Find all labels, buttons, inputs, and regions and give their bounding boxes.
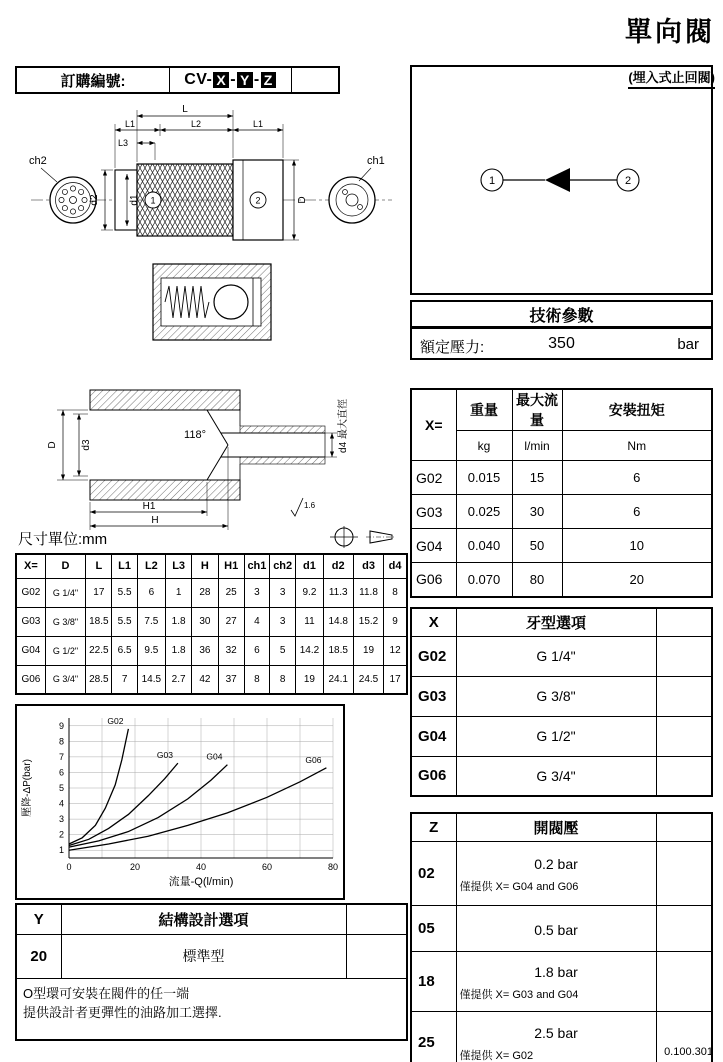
dim-cell: 19	[296, 665, 323, 694]
z-option-cell	[456, 905, 656, 951]
table-row	[16, 607, 407, 636]
spec-x: G06	[411, 563, 456, 597]
z-header-empty	[656, 813, 712, 841]
x-option-table	[410, 607, 713, 797]
z-option-code: 25	[411, 1011, 456, 1062]
z-header-code: Z	[411, 813, 456, 841]
dim-cell: 3	[244, 578, 269, 607]
y-option-empty	[346, 934, 407, 978]
spec-unit-flow: l/min	[512, 431, 562, 461]
spec-flow: 30	[512, 495, 562, 529]
z-option-cell	[456, 841, 656, 905]
dim-cell: 6	[137, 578, 165, 607]
dim-cell: 7	[112, 665, 137, 694]
dim-cell: 8	[244, 665, 269, 694]
dim-col-header: d2	[323, 554, 353, 578]
svg-text:9: 9	[58, 720, 64, 731]
z-option-code: 02	[411, 841, 456, 905]
spec-weight: 0.040	[456, 529, 512, 563]
svg-text:G02: G02	[107, 715, 124, 726]
z-header-label: 開閥壓	[456, 813, 656, 841]
dim-label-D-cavity: D	[47, 441, 58, 449]
dim-header-row	[16, 554, 407, 578]
table-row	[411, 563, 712, 597]
spec-torque: 20	[562, 563, 712, 597]
y-option-table	[15, 903, 408, 1041]
svg-text:7: 7	[58, 751, 64, 762]
dim-label-ch1: ch1	[367, 155, 385, 167]
spec-x: G02	[411, 461, 456, 495]
dim-cell: 2.7	[166, 665, 192, 694]
svg-text:0: 0	[66, 862, 72, 872]
dim-label-angle: 118°	[184, 429, 206, 441]
dim-cell: G 1/4"	[45, 578, 85, 607]
dim-cell: 6	[244, 636, 269, 665]
tech-params-header: 技術參數	[410, 300, 713, 328]
dim-cell: 17	[384, 665, 407, 694]
dim-cell: 28	[192, 578, 218, 607]
symbol-port-2: 2	[624, 175, 632, 187]
spec-x: G04	[411, 529, 456, 563]
z-option-cell	[456, 1011, 656, 1062]
table-row	[411, 716, 712, 756]
spec-table	[410, 388, 713, 598]
dim-cell: 25	[218, 578, 244, 607]
dim-label-H1: H1	[142, 501, 156, 512]
table-row	[411, 951, 712, 1011]
spec-flow: 50	[512, 529, 562, 563]
dim-col-header: d4	[384, 554, 407, 578]
order-x: X	[213, 72, 229, 88]
svg-text:80: 80	[327, 862, 339, 872]
roughness-label: 1.6	[304, 501, 316, 510]
dim-col-header: D	[45, 554, 85, 578]
spec-unit-torque: Nm	[562, 431, 712, 461]
svg-text:3: 3	[58, 814, 64, 825]
svg-text:流量-Q(l/min): 流量-Q(l/min)	[168, 876, 234, 888]
z-option-note: 僅提供 X= G02	[459, 1050, 534, 1062]
spec-x: G03	[411, 495, 456, 529]
table-row	[411, 676, 712, 716]
dim-cell: G04	[16, 636, 45, 665]
order-label: 訂購編號:	[17, 68, 170, 92]
x-option-value: G 3/4"	[456, 756, 656, 796]
x-option-empty	[656, 676, 712, 716]
spec-col-x: X=	[411, 389, 456, 461]
spec-header-row	[411, 389, 712, 431]
dim-cell: 9	[384, 607, 407, 636]
x-option-empty	[656, 636, 712, 676]
dim-cell: 8	[270, 665, 296, 694]
svg-text:5: 5	[58, 783, 64, 793]
order-code-box	[15, 66, 340, 94]
dim-cell: 5.5	[112, 578, 137, 607]
x-option-code: G02	[411, 636, 456, 676]
spec-col-flow: 最大流量	[512, 389, 562, 431]
rated-pressure-unit: bar	[677, 336, 699, 353]
dim-cell: 22.5	[86, 636, 112, 665]
dim-cell: 9.5	[137, 636, 165, 665]
dim-cell: G02	[16, 578, 45, 607]
dim-cell: 11.8	[353, 578, 383, 607]
unit-note: 尺寸單位:mm	[18, 531, 108, 548]
table-row	[411, 905, 712, 951]
rated-pressure-row	[410, 327, 713, 360]
table-row	[411, 461, 712, 495]
spec-col-weight: 重量	[456, 389, 512, 431]
dim-cell: 1.8	[166, 636, 192, 665]
dim-cell: 11	[296, 607, 323, 636]
y-header-row	[16, 904, 407, 934]
dim-cell: 24.1	[323, 665, 353, 694]
document-number: 0.100.301	[664, 1046, 713, 1058]
dim-cell: 11.3	[323, 578, 353, 607]
dim-cell: 32	[218, 636, 244, 665]
x-header-label: 牙型選項	[456, 608, 656, 636]
dim-cell: 15.2	[353, 607, 383, 636]
dim-label-d1: d1	[129, 194, 140, 206]
dim-label-L1: L1	[252, 119, 264, 129]
z-option-code: 05	[411, 905, 456, 951]
dim-col-header: H1	[218, 554, 244, 578]
dim-label-L3: L3	[117, 138, 129, 148]
end-view-right	[329, 177, 375, 223]
dim-cell: 42	[192, 665, 218, 694]
leader-line	[41, 168, 57, 182]
z-option-empty	[656, 841, 712, 905]
dim-cell: G 3/8"	[45, 607, 85, 636]
dim-cell: 17	[86, 578, 112, 607]
check-valve-arrow-icon	[545, 168, 570, 192]
z-option-cell	[456, 951, 656, 1011]
svg-text:2: 2	[58, 829, 64, 840]
svg-text:G06: G06	[305, 754, 322, 765]
svg-text:20: 20	[129, 862, 141, 872]
check-valve-symbol	[412, 67, 711, 293]
dim-cell: 37	[218, 665, 244, 694]
dim-cell: G 1/2"	[45, 636, 85, 665]
dim-cell: 14.5	[137, 665, 165, 694]
x-option-code: G04	[411, 716, 456, 756]
y-note-line2: 提供設計者更彈性的油路加工選擇.	[23, 1004, 222, 1020]
order-prefix: CV-	[184, 71, 213, 88]
svg-text:6: 6	[58, 767, 64, 778]
dim-cell: 1.8	[166, 607, 192, 636]
dim-cell: 3	[270, 607, 296, 636]
dim-cell: 24.5	[353, 665, 383, 694]
rated-pressure-value: 350	[548, 335, 575, 352]
z-option-value: 1.8 bar	[534, 963, 578, 980]
table-row	[16, 934, 407, 978]
port-1-label: 1	[150, 195, 156, 206]
dim-label-L1: L1	[124, 119, 136, 129]
z-option-value: 0.5 bar	[534, 922, 578, 938]
svg-text:G04: G04	[206, 751, 223, 762]
dim-col-header: H	[192, 554, 218, 578]
table-row	[411, 841, 712, 905]
table-row	[16, 578, 407, 607]
dim-cell: 1	[166, 578, 192, 607]
order-sep: -	[230, 71, 237, 88]
order-sep: -	[253, 71, 260, 88]
dim-cell: 28.5	[86, 665, 112, 694]
dim-col-header: L3	[166, 554, 192, 578]
dim-cell: 14.8	[323, 607, 353, 636]
dim-cell: 4	[244, 607, 269, 636]
dim-col-header: L2	[137, 554, 165, 578]
dim-cell: 36	[192, 636, 218, 665]
dim-cell: 6.5	[112, 636, 137, 665]
table-row	[411, 756, 712, 796]
page-title: 單向閥	[625, 17, 715, 47]
svg-text:G03: G03	[156, 750, 173, 761]
symbol-port-1: 1	[488, 175, 496, 187]
cavity-view	[90, 390, 325, 500]
spec-weight: 0.070	[456, 563, 512, 597]
z-option-note: 僅提供 X= G03 and G04	[459, 988, 579, 1001]
table-row	[16, 636, 407, 665]
hydraulic-symbol-box	[410, 65, 713, 295]
dim-col-header: L	[86, 554, 112, 578]
technical-drawing	[15, 96, 408, 532]
z-option-empty	[656, 905, 712, 951]
dim-cell: 9.2	[296, 578, 323, 607]
dim-cell: 19	[353, 636, 383, 665]
table-row	[411, 529, 712, 563]
dimension-table	[15, 553, 408, 695]
cross-section-view	[153, 264, 271, 340]
page-subtitle: (埋入式止回閥)	[628, 67, 715, 89]
y-note-line1: O型環可安裝在閥件的任一端	[23, 985, 190, 1001]
y-header-label: 結構設計選項	[61, 904, 346, 934]
dim-cell: G03	[16, 607, 45, 636]
dim-col-header: ch2	[270, 554, 296, 578]
z-option-code: 18	[411, 951, 456, 1011]
y-header-code: Y	[16, 904, 61, 934]
leader-line	[359, 168, 371, 181]
dim-label-ch2: ch2	[29, 155, 47, 167]
dim-cell: 27	[218, 607, 244, 636]
z-option-note: 僅提供 X= G04 and G06	[459, 880, 579, 893]
projection-symbols	[328, 522, 400, 552]
dim-cell: 14.2	[296, 636, 323, 665]
dim-cell: 5	[270, 636, 296, 665]
dim-cell: 18.5	[86, 607, 112, 636]
x-header-row	[411, 608, 712, 636]
dim-cell: 18.5	[323, 636, 353, 665]
spec-torque: 6	[562, 461, 712, 495]
x-option-empty	[656, 716, 712, 756]
z-option-value: 2.5 bar	[534, 1025, 578, 1042]
rated-pressure-label: 額定壓力:	[420, 339, 485, 356]
dim-cell: 12	[384, 636, 407, 665]
dim-col-header: L1	[112, 554, 137, 578]
dim-label-L2: L2	[190, 119, 202, 129]
table-row	[16, 665, 407, 694]
projection-cone-icon	[366, 531, 396, 543]
spec-torque: 6	[562, 495, 712, 529]
order-code	[170, 68, 292, 92]
dim-cell: 5.5	[112, 607, 137, 636]
port-2-label: 2	[255, 195, 261, 206]
dim-label-D: D	[297, 196, 308, 204]
z-option-empty	[656, 951, 712, 1011]
dim-col-header: ch1	[244, 554, 269, 578]
y-note	[16, 978, 407, 1040]
svg-text:壓降-ΔP(bar): 壓降-ΔP(bar)	[22, 759, 33, 817]
spec-weight: 0.015	[456, 461, 512, 495]
x-header-empty	[656, 608, 712, 636]
dim-col-header: d1	[296, 554, 323, 578]
dim-label-L: L	[182, 104, 188, 115]
dim-label-d3: d3	[81, 439, 92, 451]
pressure-drop-chart	[15, 704, 345, 900]
dim-label-H: H	[151, 515, 159, 526]
x-option-code: G06	[411, 756, 456, 796]
table-row	[411, 636, 712, 676]
spec-col-torque: 安裝扭矩	[562, 389, 712, 431]
dim-cell: G 3/4"	[45, 665, 85, 694]
svg-text:60: 60	[261, 862, 273, 872]
y-header-empty	[346, 904, 407, 934]
dim-label-d4: d4 最大直徑	[338, 399, 349, 453]
order-empty-cell	[292, 68, 338, 92]
z-header-row	[411, 813, 712, 841]
dim-col-header: X=	[16, 554, 45, 578]
order-z: Z	[261, 72, 276, 88]
table-row	[411, 495, 712, 529]
spec-unit-row	[411, 431, 712, 461]
dim-cell: 3	[270, 578, 296, 607]
x-header-code: X	[411, 608, 456, 636]
dim-cell: 30	[192, 607, 218, 636]
y-option-value: 標準型	[61, 934, 346, 978]
spec-unit-weight: kg	[456, 431, 512, 461]
order-y: Y	[237, 72, 253, 88]
spec-flow: 15	[512, 461, 562, 495]
svg-text:1: 1	[58, 845, 64, 856]
z-option-value: 0.2 bar	[534, 855, 578, 872]
x-option-empty	[656, 756, 712, 796]
dim-label-d2: d2	[89, 194, 100, 206]
spec-flow: 80	[512, 563, 562, 597]
y-note-row	[16, 978, 407, 1040]
spec-weight: 0.025	[456, 495, 512, 529]
svg-text:4: 4	[58, 798, 64, 809]
x-option-value: G 1/2"	[456, 716, 656, 756]
svg-text:8: 8	[58, 736, 64, 747]
y-option-code: 20	[16, 934, 61, 978]
projection-target-icon	[330, 526, 358, 548]
dim-cell: G06	[16, 665, 45, 694]
spec-torque: 10	[562, 529, 712, 563]
dim-cell: 8	[384, 578, 407, 607]
x-option-code: G03	[411, 676, 456, 716]
dim-cell: 7.5	[137, 607, 165, 636]
x-option-value: G 3/8"	[456, 676, 656, 716]
x-option-value: G 1/4"	[456, 636, 656, 676]
dim-col-header: d3	[353, 554, 383, 578]
svg-text:40: 40	[195, 862, 207, 872]
z-option-table	[410, 812, 713, 1062]
